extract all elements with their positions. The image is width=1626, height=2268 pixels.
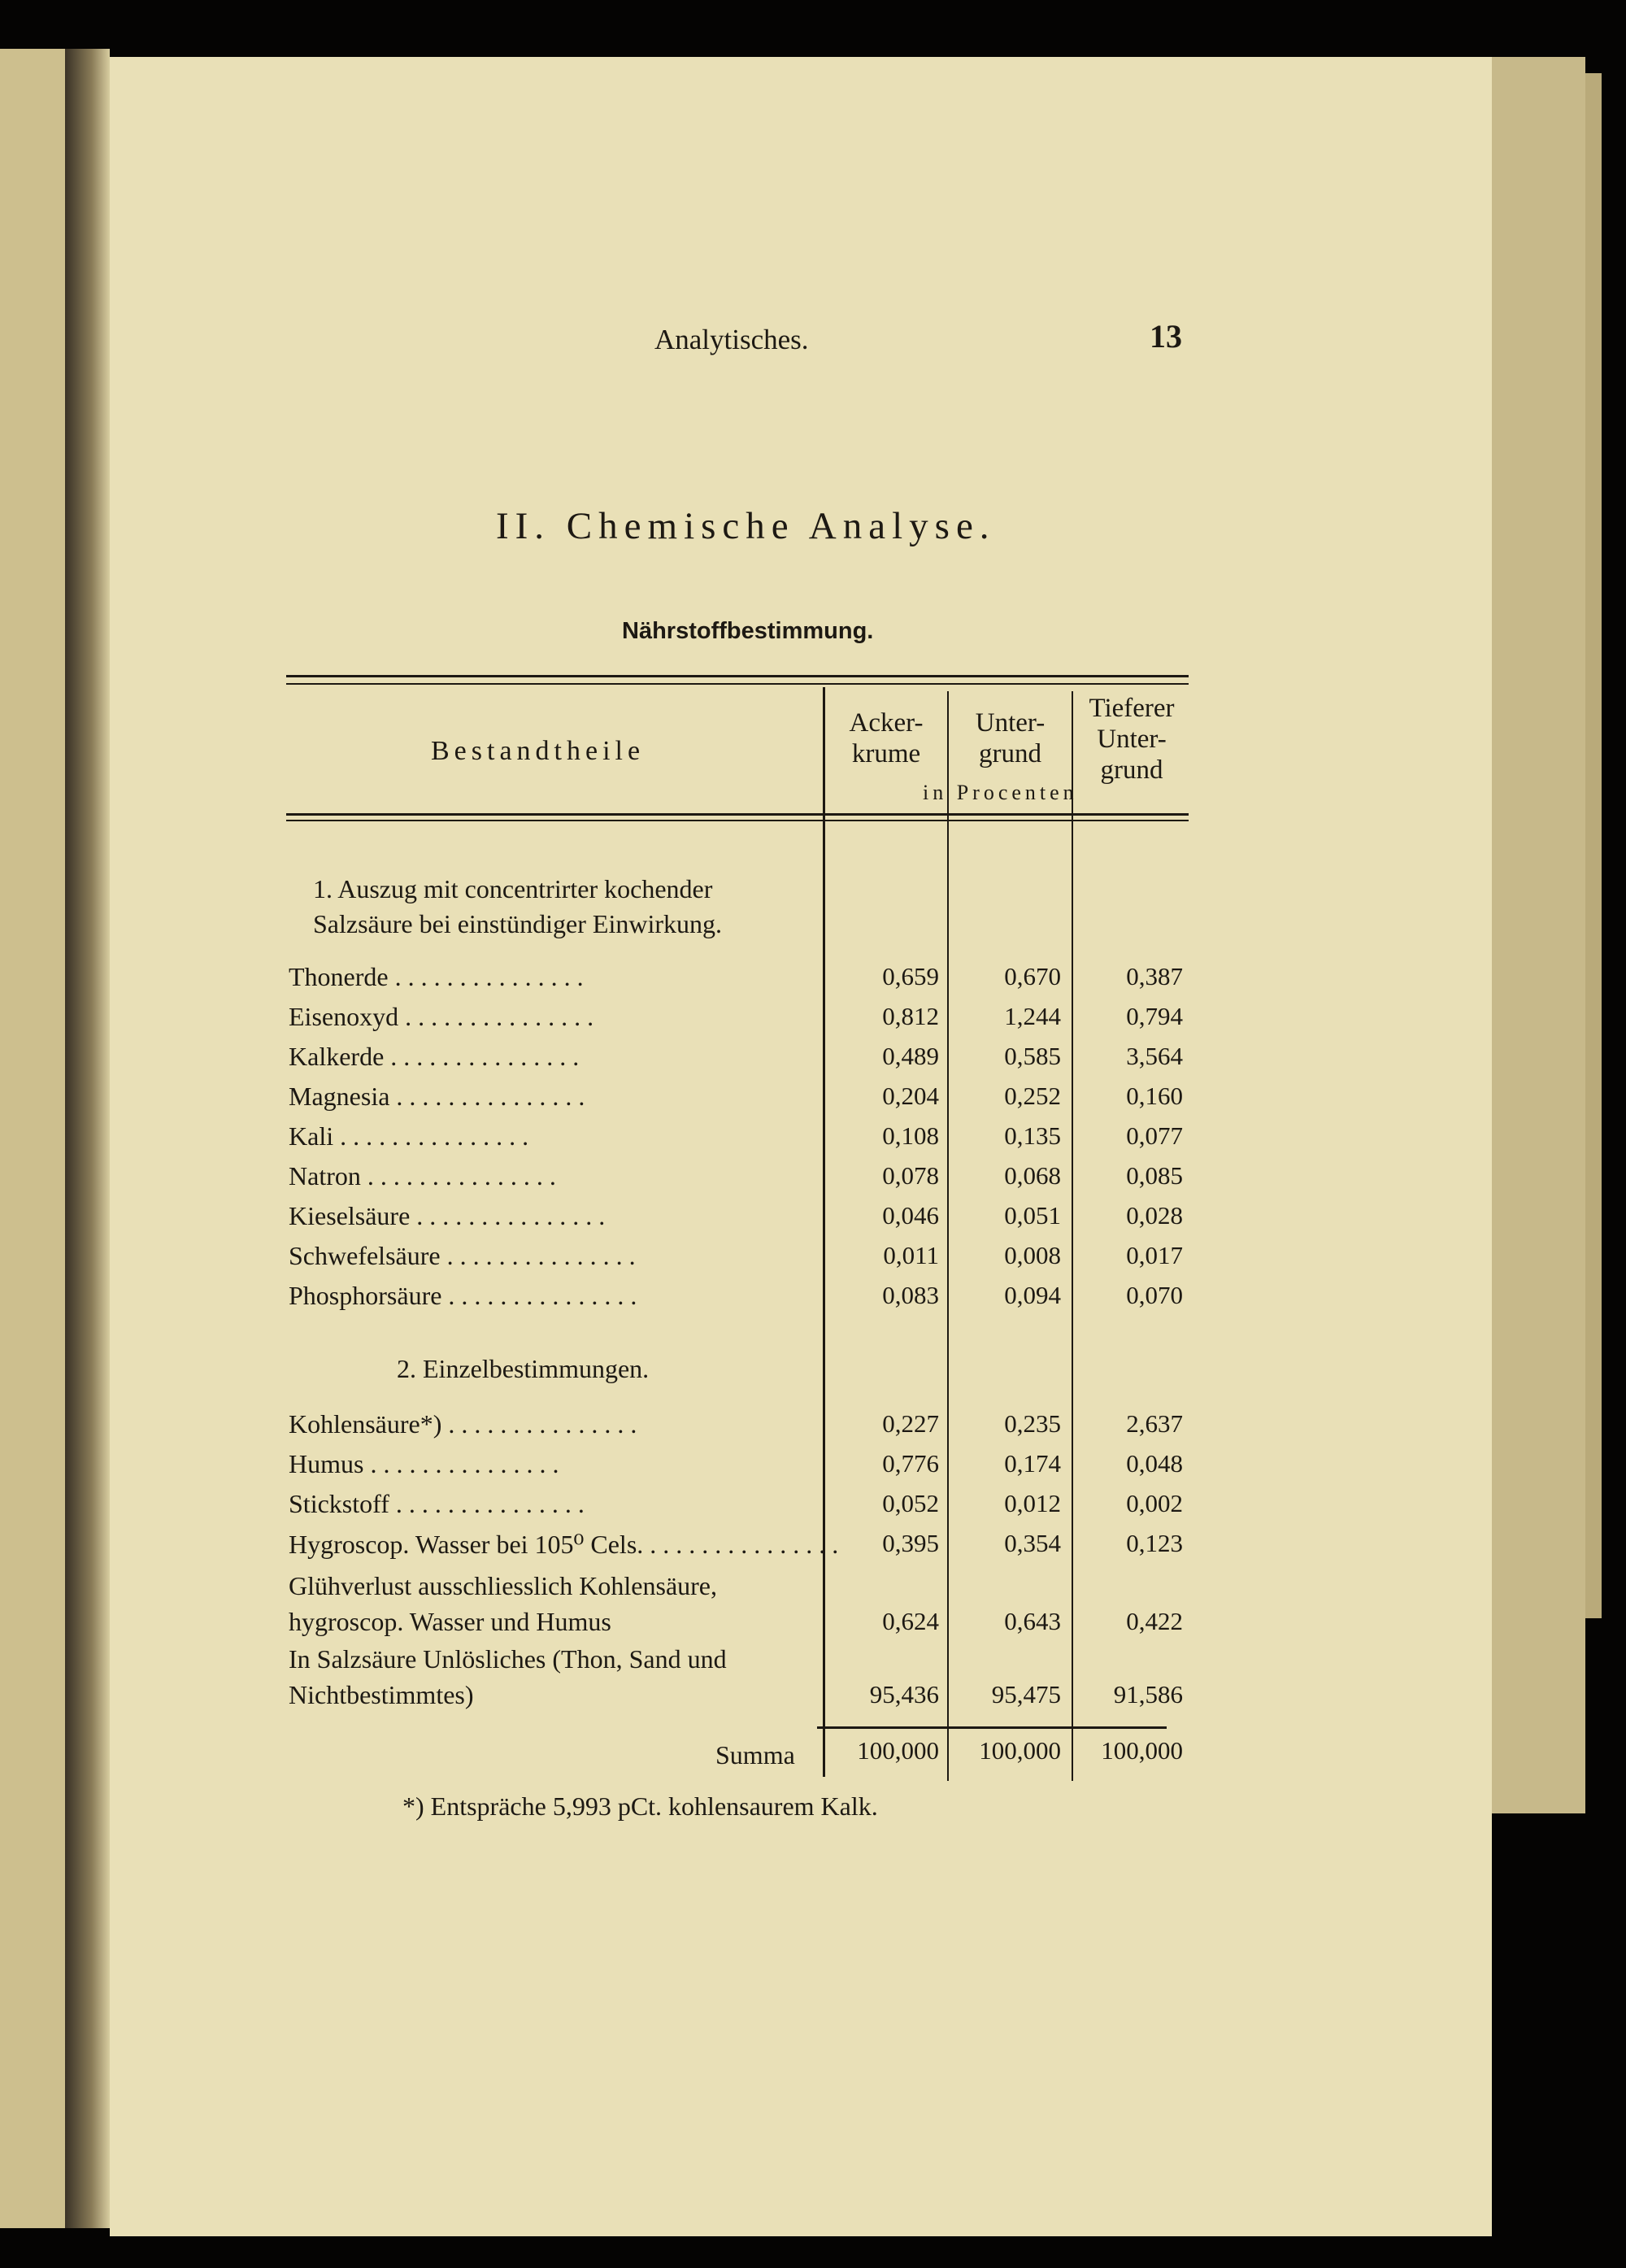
table-top-rule-2: [286, 683, 1189, 685]
column-header-untergrund: Unter- grund: [975, 708, 1046, 768]
row-value: 0,585: [1004, 1042, 1061, 1070]
row-value: 0,624: [882, 1607, 939, 1635]
column-header-ackerkrume: Acker- krume: [849, 708, 924, 768]
row-value: 0,135: [1004, 1121, 1061, 1150]
column-header-bestandtheile: Bestandtheile: [431, 736, 646, 766]
row-value: 95,436: [869, 1680, 939, 1709]
row-value: 95,475: [991, 1680, 1061, 1709]
row-value: 1,244: [1004, 1002, 1061, 1030]
row-label: Kieselsäure . . .: [289, 1201, 605, 1231]
row-label: Glühverlust ausschliesslich Kohlensäure, hygroscop. Wasser und Humus: [289, 1571, 717, 1636]
row-value: 0,643: [1004, 1607, 1061, 1635]
summa-rule: [817, 1726, 1167, 1729]
book-gutter: [65, 49, 110, 2228]
row-value: 0,659: [882, 962, 939, 990]
row-value: 0,422: [1126, 1607, 1183, 1635]
row-value: 0,046: [882, 1201, 939, 1230]
row-value: 0,094: [1004, 1281, 1061, 1309]
row-value: 0,812: [882, 1002, 939, 1030]
row-value: 0,048: [1126, 1449, 1183, 1478]
row-value: 0,068: [1004, 1161, 1061, 1190]
row-value: 0,051: [1004, 1201, 1061, 1230]
row-label: Kohlensäure*) . . .: [289, 1409, 637, 1439]
summa-tieferer-untergrund: 100,000: [1101, 1736, 1183, 1765]
row-value: 0,017: [1126, 1241, 1183, 1269]
summa-untergrund: 100,000: [979, 1736, 1061, 1765]
row-value: 0,078: [882, 1161, 939, 1190]
footnote: *) Entspräche 5,993 pCt. kohlensaurem Kalk.: [402, 1791, 878, 1821]
row-value: 0,077: [1126, 1121, 1183, 1150]
section1-title-line1: 1. Auszug mit concentrirter kochender: [313, 874, 713, 903]
row-value: 0,354: [1004, 1529, 1061, 1557]
row-value: 0,123: [1126, 1529, 1183, 1557]
row-value: 0,083: [882, 1281, 939, 1309]
row-value: 0,085: [1126, 1161, 1183, 1190]
row-label: Eisenoxyd . . .: [289, 1002, 593, 1032]
row-label: Kalkerde . . .: [289, 1042, 579, 1072]
row-label: Natron . . .: [289, 1161, 556, 1191]
header-bottom-rule: [286, 813, 1189, 816]
left-page-edge: [0, 49, 65, 2228]
row-value: 3,564: [1126, 1042, 1183, 1070]
row-value: 0,235: [1004, 1409, 1061, 1438]
row-value: 0,387: [1126, 962, 1183, 990]
row-value: 0,052: [882, 1489, 939, 1517]
row-label: Phosphorsäure . . .: [289, 1281, 637, 1311]
page-number: 13: [1150, 318, 1182, 355]
row-label: Hygroscop. Wasser bei 105⁰ Cels. . . .: [289, 1529, 838, 1560]
row-value: 0,794: [1126, 1002, 1183, 1030]
row-label: Schwefelsäure . . .: [289, 1241, 636, 1271]
row-value: 0,012: [1004, 1489, 1061, 1517]
row-value: 0,002: [1126, 1489, 1183, 1517]
row-label: Kali . . .: [289, 1121, 528, 1151]
row-label: Humus . . .: [289, 1449, 559, 1479]
table-top-rule: [286, 675, 1189, 677]
row-value: 0,160: [1126, 1082, 1183, 1110]
row-value: 0,204: [882, 1082, 939, 1110]
header-bottom-rule-2: [286, 820, 1189, 821]
section1-title-line2: Salzsäure bei einstündiger Einwirkung.: [313, 909, 722, 938]
row-label: In Salzsäure Unlösliches (Thon, Sand und Nichtbestimmtes): [289, 1644, 727, 1709]
row-label: Stickstoff . . .: [289, 1489, 585, 1519]
row-label: Magnesia . . .: [289, 1082, 585, 1112]
section-subtitle: Nährstoffbestimmung.: [622, 618, 874, 644]
section2-title: 2. Einzelbestimmungen.: [397, 1354, 650, 1383]
row-value: 2,637: [1126, 1409, 1183, 1438]
row-value: 91,586: [1113, 1680, 1183, 1709]
row-value: 0,108: [882, 1121, 939, 1150]
row-value: 0,227: [882, 1409, 939, 1438]
row-value: 0,489: [882, 1042, 939, 1070]
row-label: Thonerde . . .: [289, 962, 584, 992]
row-value: 0,670: [1004, 962, 1061, 990]
unit-label: in Procenten: [923, 781, 1078, 804]
column-header-tieferer-untergrund: Tieferer Unter- grund: [1089, 694, 1175, 785]
section-title: II. Chemische Analyse.: [496, 505, 996, 547]
row-value: 0,252: [1004, 1082, 1061, 1110]
running-title: Analytisches.: [654, 324, 809, 355]
row-value: 0,395: [882, 1529, 939, 1557]
row-value: 0,070: [1126, 1281, 1183, 1309]
row-value: 0,776: [882, 1449, 939, 1478]
summa-label: Summa: [715, 1740, 795, 1770]
row-value: 0,008: [1004, 1241, 1061, 1269]
summa-ackerkrume: 100,000: [857, 1736, 939, 1765]
row-value: 0,011: [883, 1241, 939, 1269]
row-value: 0,174: [1004, 1449, 1061, 1478]
row-value: 0,028: [1126, 1201, 1183, 1230]
